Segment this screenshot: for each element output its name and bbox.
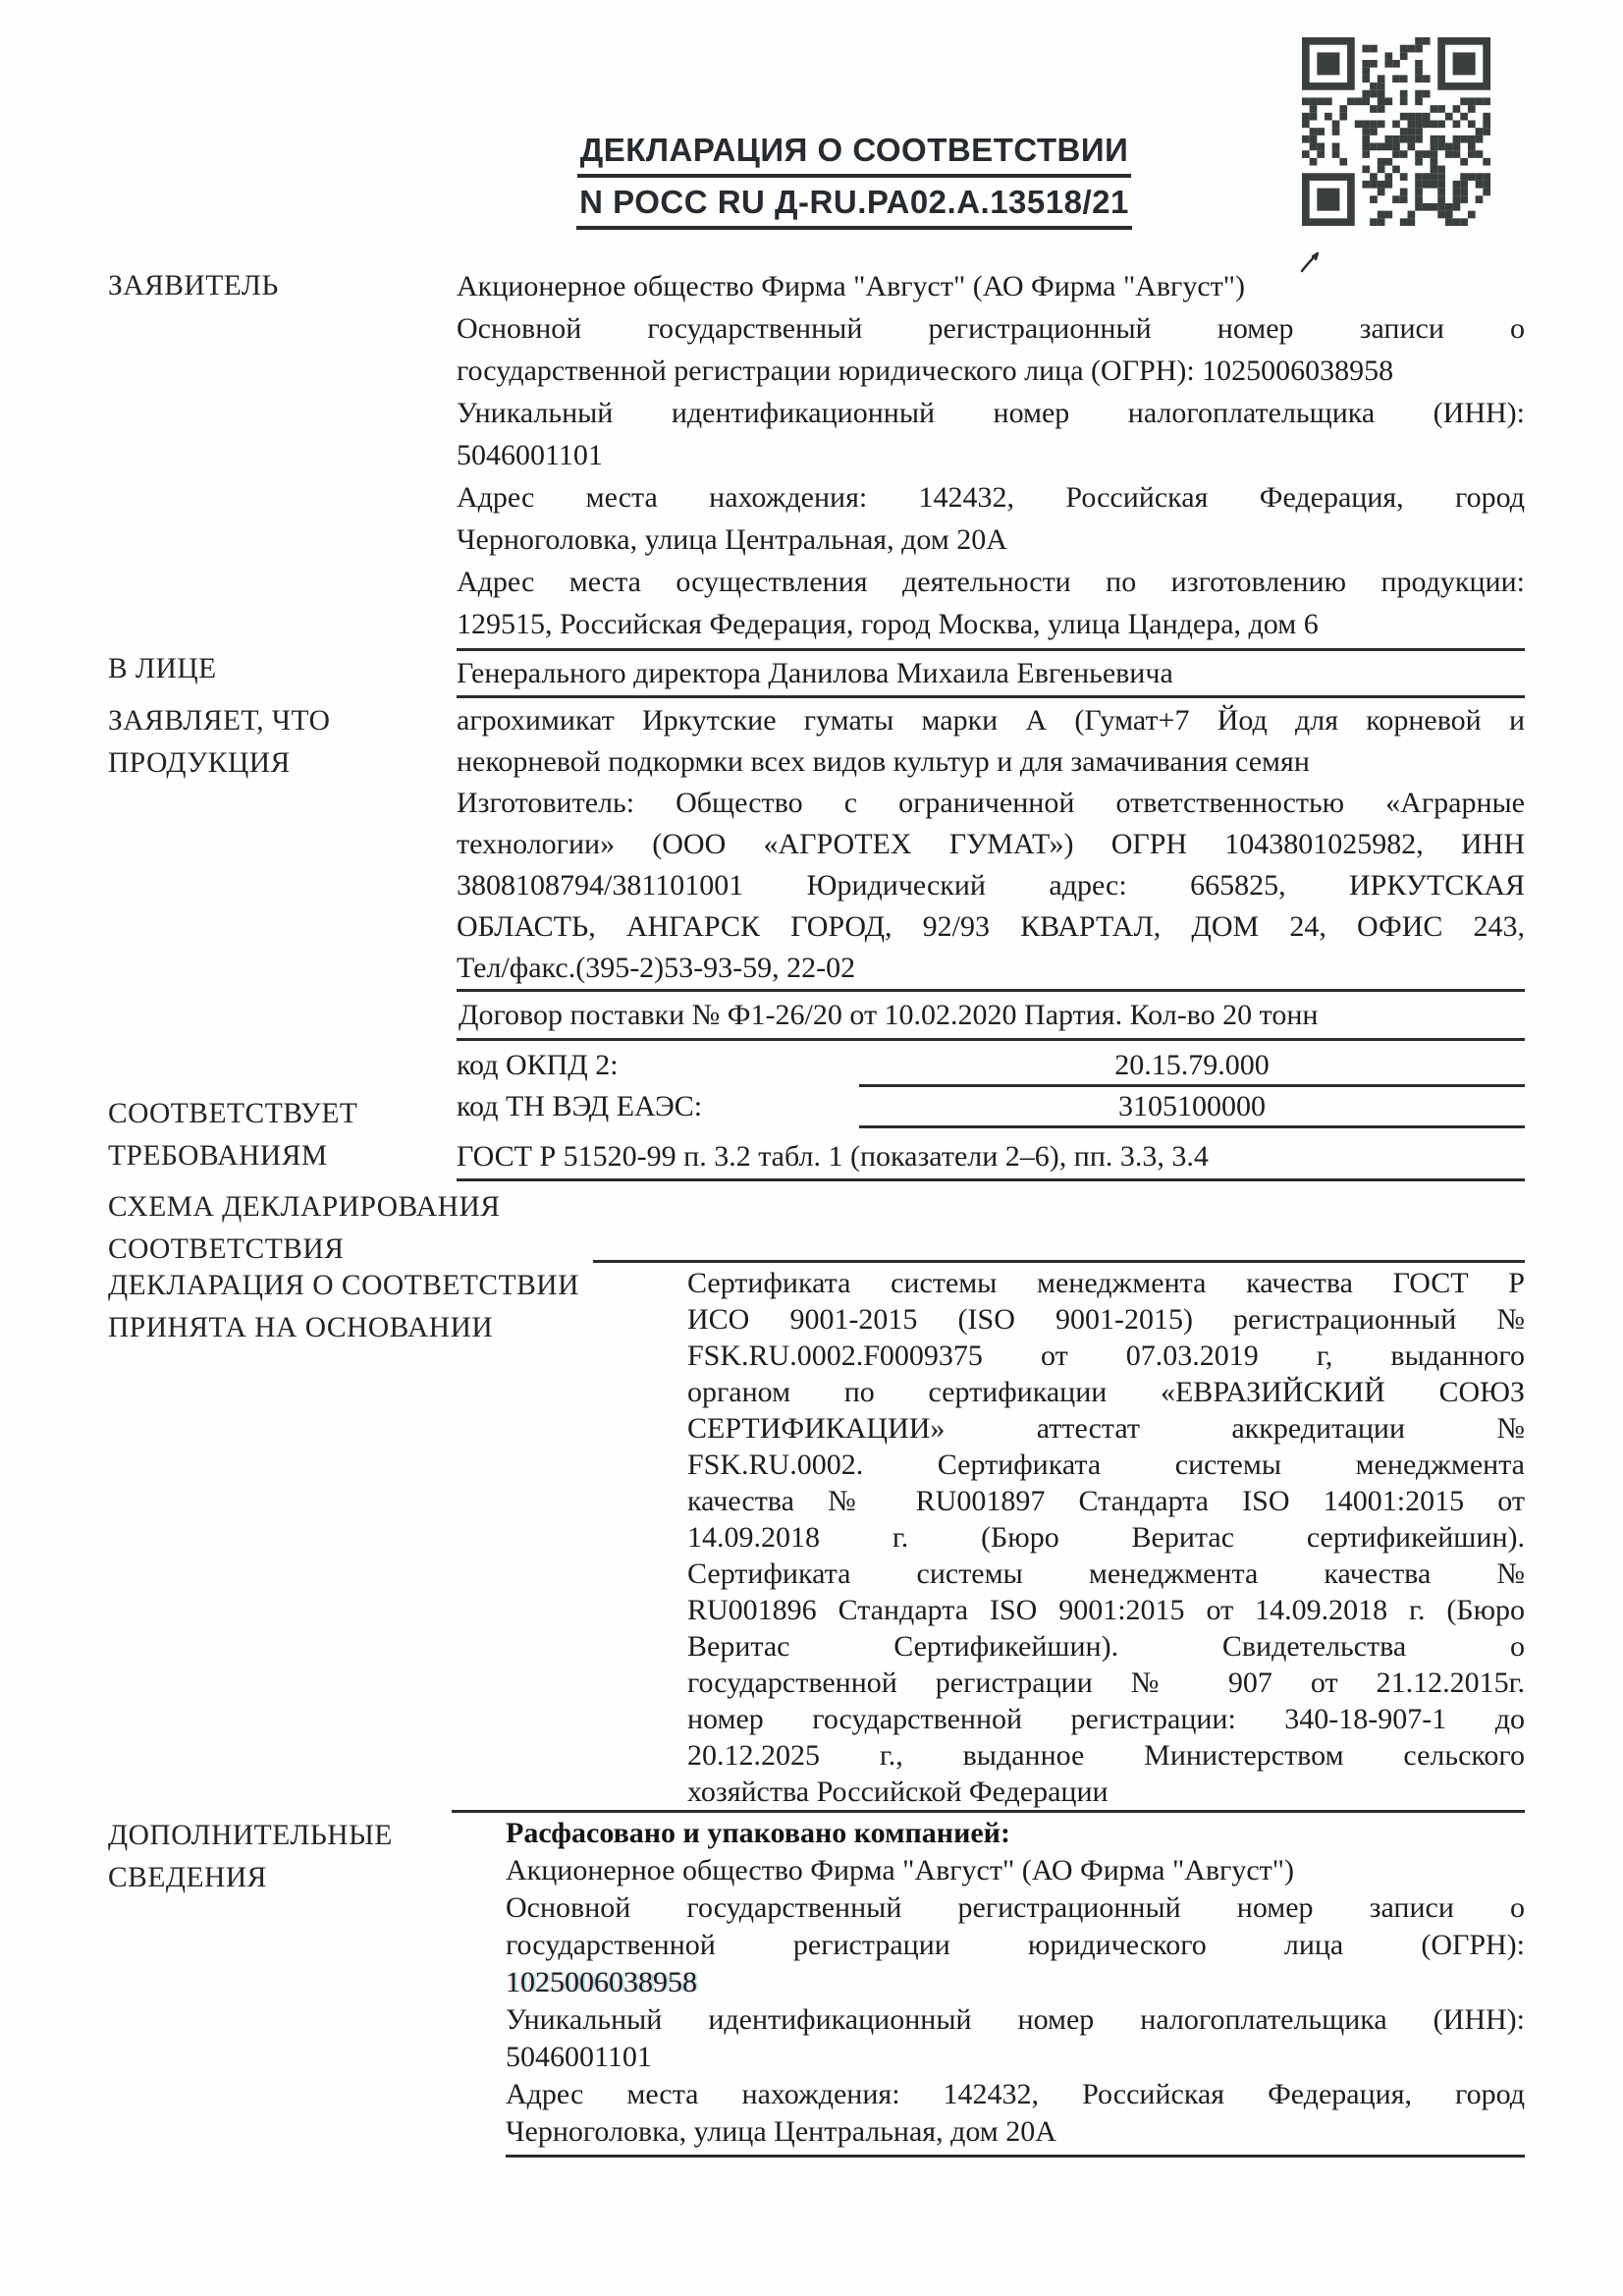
- contract-line: Договор поставки № Ф1-26/20 от 10.02.2020 Партия. Кол-во 20 тонн: [457, 989, 1525, 1041]
- code-value: 3105100000: [859, 1087, 1525, 1128]
- label-product-line1: ЗАЯВЛЯЕТ, ЧТО: [108, 705, 331, 737]
- text-line: FSK.RU.0002.F0009375 от 07.03.2019 г, выданного: [687, 1339, 1525, 1372]
- label-additional-line2: СВЕДЕНИЯ: [108, 1862, 267, 1893]
- label-applicant: ЗАЯВИТЕЛЬ: [108, 270, 279, 301]
- label-complies-line2: ТРЕБОВАНИЯМ: [108, 1140, 328, 1172]
- label-additional: [108, 1815, 506, 1899]
- title-line-2: [461, 180, 1247, 230]
- text-line: Адрес места нахождения: 142432, Российская Федерация, город: [457, 481, 1525, 514]
- section-basis: [108, 1265, 1525, 1810]
- text-line: Основной государственный регистрационный номер записи о: [457, 312, 1525, 345]
- text-line: ОБЛАСТЬ, АНГАРСК ГОРОД, 92/93 КВАРТАЛ, ДОМ 24, ОФИС 243,: [457, 910, 1525, 943]
- section-scheme: [108, 1186, 1525, 1271]
- text-line: 3808108794/381101001 Юридический адрес: 665825, ИРКУТСКАЯ: [457, 869, 1525, 902]
- text-line: Основной государственный регистрационный номер записи о: [506, 1891, 1525, 1924]
- text-line: Акционерное общество Фирма "Август" (АО Фирма "Август"): [457, 270, 1245, 302]
- section-applicant: [108, 265, 1525, 645]
- text-line: государственной регистрации юридического лица (ОГРН): 1025006038958: [457, 355, 1394, 387]
- applicant-text: [457, 265, 1525, 645]
- additional-text: [506, 1815, 1525, 2158]
- text-line: Черноголовка, улица Центральная, дом 20А: [457, 523, 1007, 556]
- basis-text: [687, 1265, 1525, 1810]
- text-line: Уникальный идентификационный номер налогоплательщика (ИНН):: [506, 2003, 1525, 2036]
- label-complies: [108, 1093, 457, 1177]
- text-line: Адрес места нахождения: 142432, Российская Федерация, город: [506, 2078, 1525, 2110]
- code-label: код ОКПД 2:: [457, 1049, 619, 1081]
- scheme-empty-field: [593, 1186, 1525, 1263]
- text-line: некорневой подкормки всех видов культур и для замачивания семян: [457, 745, 1310, 778]
- code-row: [457, 1046, 1525, 1087]
- label-product-line2: ПРОДУКЦИЯ: [108, 747, 291, 779]
- text-line: Изготовитель: Общество с ограниченной ответственностью «Аграрные: [457, 787, 1525, 819]
- text-line: RU001896 Стандарта ISO 9001:2015 от 14.09.2018 г. (Бюро: [687, 1594, 1525, 1626]
- complies-field: [457, 1093, 1525, 1181]
- document-title: [461, 128, 1247, 230]
- text-line: ИСО 9001-2015 (ISO 9001-2015) регистрационный №: [687, 1303, 1525, 1336]
- label-basis: [108, 1265, 687, 1349]
- text-line: СЕРТИФИКАЦИИ» аттестат аккредитации №: [687, 1412, 1525, 1445]
- title-line-1: [461, 128, 1247, 178]
- text-line: технологии» (ООО «АГРОТЕХ ГУМАТ») ОГРН 1043801025982, ИНН: [457, 828, 1525, 860]
- text-line: государственной регистрации № 907 от 21.12.2015г.: [687, 1667, 1525, 1699]
- text-line: Черноголовка, улица Центральная, дом 20А: [506, 2115, 1056, 2148]
- text-line: номер государственной регистрации: 340-18-907-1 до: [687, 1703, 1525, 1735]
- text-line: 14.09.2018 г. (Бюро Веритас сертификейшин).: [687, 1521, 1525, 1554]
- product-text: [457, 700, 1525, 1128]
- label-scheme: [108, 1186, 501, 1271]
- section-additional: [108, 1815, 1525, 2158]
- label-scheme-line2: СООТВЕТСТВИЯ: [108, 1233, 345, 1265]
- text-line: 5046001101: [457, 439, 603, 471]
- section-product: [108, 700, 1525, 1128]
- section-divider: [452, 1810, 1525, 1813]
- text-line: Акционерное общество Фирма "Август" (АО Фирма "Август"): [506, 1854, 1294, 1886]
- text-line: агрохимикат Иркутские гуматы марки А (Гумат+7 Йод для корневой и: [457, 704, 1525, 737]
- text-line: 5046001101: [506, 2041, 652, 2073]
- in-person-value: Генерального директора Данилова Михаила Евгеньевича: [457, 657, 1173, 689]
- packed-by-heading: Расфасовано и упаковано компанией:: [506, 1817, 1010, 1849]
- label-additional-line1: ДОПОЛНИТЕЛЬНЫЕ: [108, 1820, 393, 1851]
- label-basis-line2: ПРИНЯТА НА ОСНОВАНИИ: [108, 1312, 494, 1343]
- text-line: Сертификата системы менеджмента качества №: [687, 1558, 1525, 1590]
- section-in-person: [108, 648, 1525, 698]
- label-basis-line1: ДЕКЛАРАЦИЯ О СООТВЕТСТВИИ: [108, 1270, 579, 1301]
- text-line: 1025006038958: [506, 1966, 697, 1998]
- label-product: [108, 700, 457, 785]
- code-value: 20.15.79.000: [859, 1046, 1525, 1087]
- text-line: Тел/факс.(395-2)53-93-59, 22-02: [457, 952, 856, 984]
- text-line: Веритас Сертификейшин). Свидетельства о: [687, 1630, 1525, 1663]
- text-line: 20.12.2025 г., выданное Министерством сельского: [687, 1739, 1525, 1772]
- section-complies: [108, 1093, 1525, 1181]
- qr-code: [1302, 35, 1490, 228]
- qr-code-image: [1302, 35, 1490, 228]
- text-line: Сертификата системы менеджмента качества ГОСТ Р: [687, 1267, 1525, 1299]
- text-line: органом по сертификации «ЕВРАЗИЙСКИЙ СОЮЗ: [687, 1376, 1525, 1408]
- gost-requirements: ГОСТ Р 51520-99 п. 3.2 табл. 1 (показатели 2–6), пп. 3.3, 3.4: [457, 1135, 1525, 1181]
- label-complies-line1: СООТВЕТСТВУЕТ: [108, 1098, 358, 1129]
- code-label: код ТН ВЭД ЕАЭС:: [457, 1090, 703, 1122]
- label-scheme-line1: СХЕМА ДЕКЛАРИРОВАНИЯ: [108, 1191, 501, 1223]
- text-line: Уникальный идентификационный номер налогоплательщика (ИНН):: [457, 397, 1525, 429]
- text-line: качества № RU001897 Стандарта ISO 14001:2015 от: [687, 1485, 1525, 1517]
- text-line: хозяйства Российской Федерации: [687, 1776, 1109, 1808]
- registration-number: N РОСС RU Д-RU.РА02.А.13518/21: [576, 180, 1132, 230]
- text-line: Адрес места осуществления деятельности по изготовлению продукции:: [457, 566, 1525, 598]
- text-line: FSK.RU.0002. Сертификата системы менеджмента: [687, 1449, 1525, 1481]
- title-text-1: ДЕКЛАРАЦИЯ О СООТВЕТСТВИИ: [577, 128, 1132, 178]
- ink-mark-icon: [1298, 249, 1324, 275]
- text-line: 129515, Российская Федерация, город Москва, улица Цандера, дом 6: [457, 608, 1319, 640]
- text-line: государственной регистрации юридического лица (ОГРН):: [506, 1929, 1525, 1961]
- label-in-person: В ЛИЦЕ: [108, 653, 217, 684]
- in-person-field: [457, 648, 1525, 698]
- product-description: [457, 700, 1525, 989]
